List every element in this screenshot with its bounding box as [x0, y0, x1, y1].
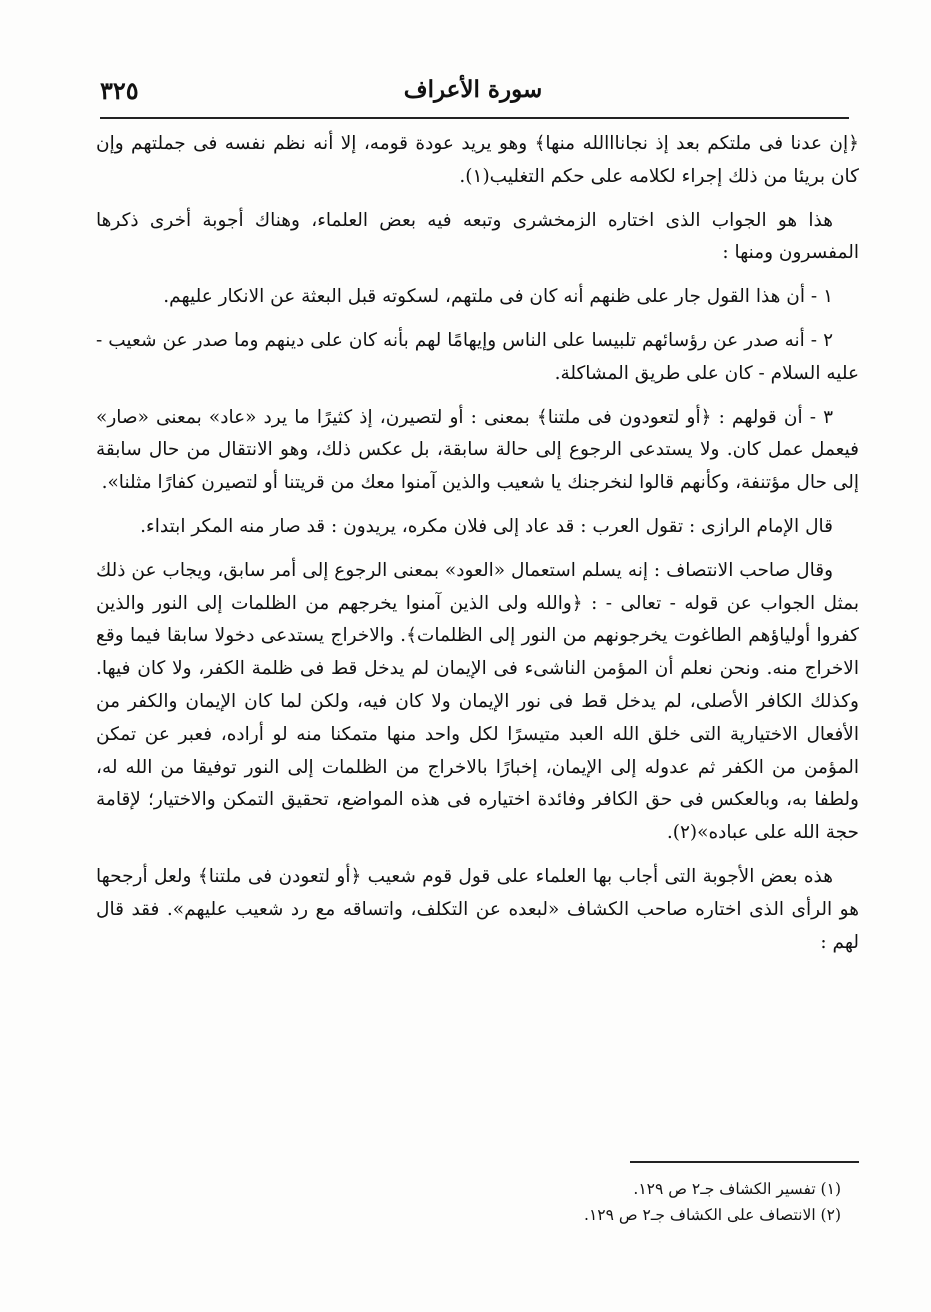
paragraph-3: ١ - أن هذا القول جار على ظنهم أنه كان فى ملتهم، لسكوته قبل البعثة عن الانكار عليهم. — [163, 286, 833, 308]
surah-title: سورة الأعراف — [403, 76, 543, 103]
paragraph-4: ٢ - أنه صدر عن رؤسائهم تلبيسا على الناس وإيهامًا لهم بأنه كان على دينهم وما صدر عن شعيب - عليه السلام - كان على طريق المشاكلة. — [96, 329, 859, 384]
footnotes — [96, 1176, 841, 1228]
running-header — [100, 72, 846, 112]
footnote-2: (٢) الانتصاف على الكشاف جـ٢ ص ١٢٩. — [584, 1206, 841, 1224]
paragraph-1: ﴿إن عدنا فى ملتكم بعد إذ نجانااالله منها﴾ وهو يريد عودة قومه، إلا أنه نظم نفسه فى جملتهم وإن كان بريئا من ذلك إجراء لكلامه على حكم التغليب(١). — [96, 133, 859, 187]
footnote-rule — [630, 1161, 859, 1163]
paragraph-6: قال الإمام الرازى : تقول العرب : قد عاد إلى فلان مكره، يريدون : قد صار منه المكر ابتداء. — [140, 515, 833, 537]
footnote-1: (١) تفسير الكشاف جـ٢ ص ١٢٩. — [633, 1180, 841, 1198]
header-rule — [100, 117, 849, 119]
paragraph-5: ٣ - أن قولهم : ﴿أو لتعودون فى ملتنا﴾ بمعنى : أو لتصيرن، إذ كثيرًا ما يرد «عاد» بمعنى «صار» فيعمل عمل كان. ولا يستدعى الرجوع إلى حالة سابقة، بل عكس ذلك، وهو الانتقال من حال سابقة إلى حال مؤتنفة، وكأنهم قالوا لنخرجنك يا شعيب والذين آمنوا معك من قريتنا أو لتصيرن كفارًا مثلنا». — [96, 406, 859, 494]
paragraph-8: هذه بعض الأجوبة التى أجاب بها العلماء على قول قوم شعيب ﴿أو لتعودن فى ملتنا﴾ ولعل أرجحها هو الرأى الذى اختاره صاحب الكشاف «لبعده عن التكلف، واتساقه مع رد شعيب عليهم». فقد قال لهم : — [96, 865, 859, 953]
paragraph-2: هذا هو الجواب الذى اختاره الزمخشرى وتبعه فيه بعض العلماء، وهناك أجوبة أخرى ذكرها المفسرون ومنها : — [96, 209, 859, 264]
paragraph-7: وقال صاحب الانتصاف : إنه يسلم استعمال «العود» بمعنى الرجوع إلى أمر سابق، ويجاب عن ذلك بمثل الجواب عن قوله - تعالى - : ﴿والله ولى الذين آمنوا يخرجهم من الظلمات إلى النور والذين كفروا أولياؤهم الطاغوت يخرجونهم من النور إلى الظلمات﴾. والاخراج يستدعى دخولا سابقا فيما وقع الاخراج منه. ونحن نعلم أن المؤمن الناشىء فى الإيمان لم يدخل قط فى ظلمة الكفر، ولا كان فيها. وكذلك الكافر الأصلى، لم يدخل قط فى نور الإيمان ولا كان فيه، ولكن لما كان الإيمان والكفر من الأفعال الاختيارية التى خلق الله العبد متيسرًا لكل واحد منها متمكنا منه لو أراده، فعبر عن تمكن المؤمن من الكفر ثم عدوله إلى الإيمان، إخبارًا بالاخراج من الظلمات إلى النور توفيقا من الله له، ولطفا به، وبالعكس فى حق الكافر وفائدة اختياره فى هذه المواضع، تحقيق التمكن والاختيار؛ لإقامة حجة الله على عباده»(٢). — [96, 559, 859, 844]
page-number: ٣٢٥ — [100, 76, 139, 105]
main-text — [96, 128, 859, 1153]
